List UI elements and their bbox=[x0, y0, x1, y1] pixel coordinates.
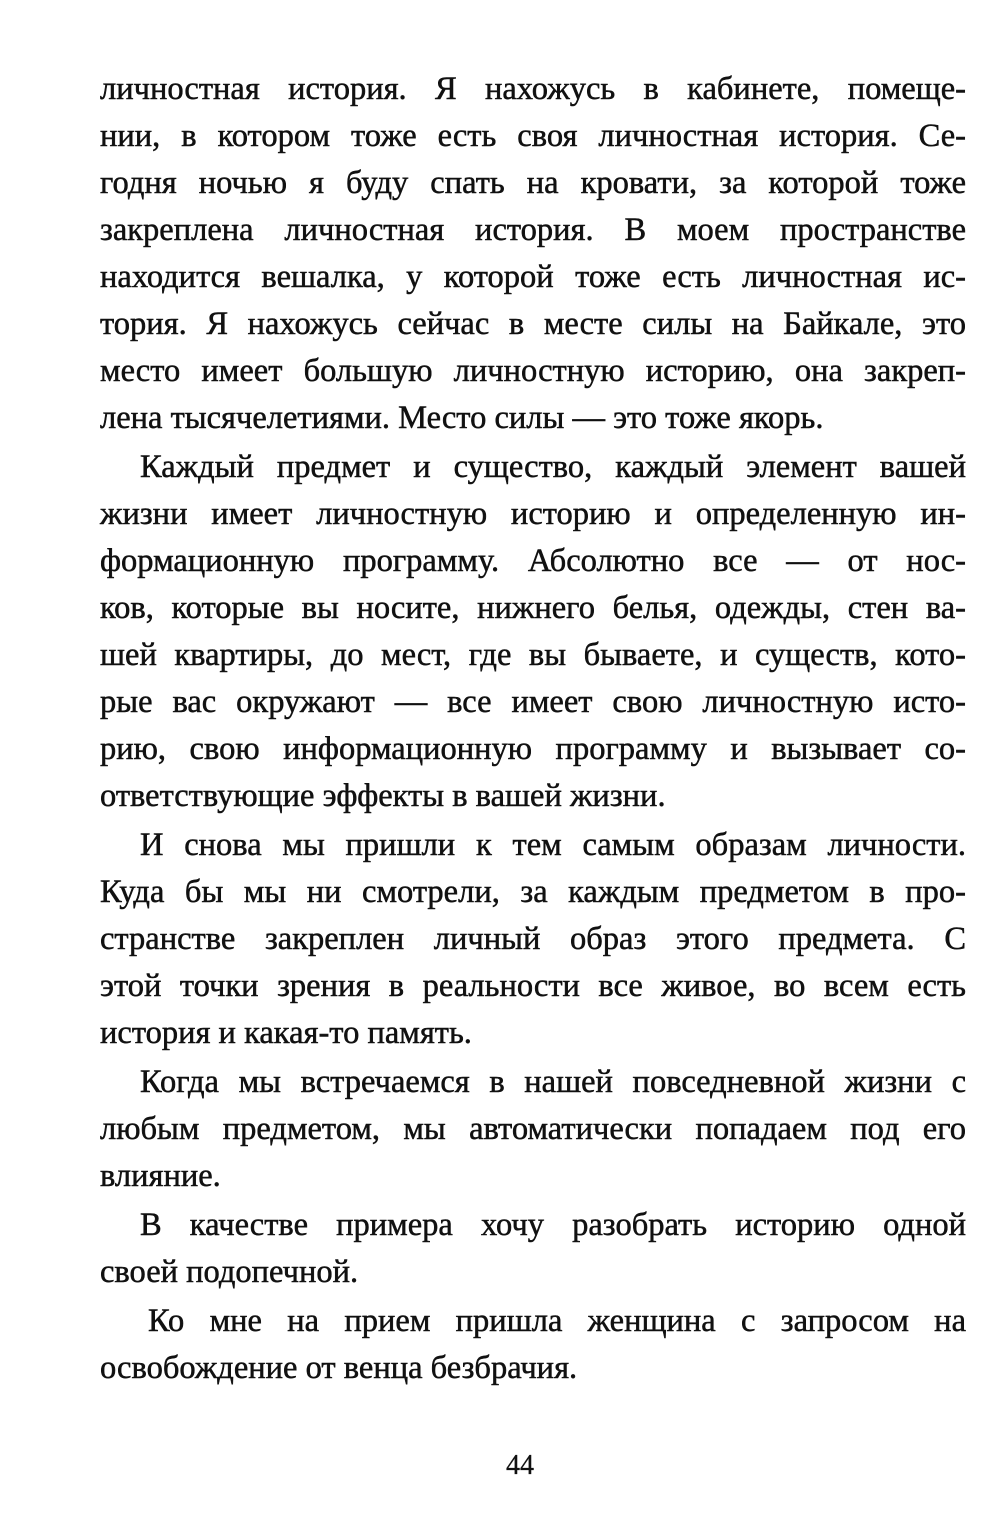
text-line: жизни имеет личностную историю и определенную ин- bbox=[100, 496, 966, 532]
text-line: своей подопечной. bbox=[100, 1254, 359, 1290]
text-line: лена тысячелетиями. Место силы — это тоже якорь. bbox=[100, 400, 824, 436]
text-line: влияние. bbox=[100, 1158, 221, 1194]
text-line: И снова мы пришли к тем самым образам личности. bbox=[140, 827, 966, 863]
text-line: странстве закреплен личный образ этого предмета. С bbox=[100, 921, 966, 957]
text-line: формационную программу. Абсолютно все — от нос- bbox=[100, 543, 966, 579]
text-line: тория. Я нахожусь сейчас в месте силы на Байкале, это bbox=[100, 306, 966, 342]
text-line: Ко мне на прием пришла женщина с запросом на bbox=[148, 1303, 966, 1339]
text-line: этой точки зрения в реальности все живое, во всем есть bbox=[100, 968, 966, 1004]
text-line: В качестве примера хочу разобрать историю одной bbox=[140, 1207, 966, 1243]
text-line: ответствующие эффекты в вашей жизни. bbox=[100, 778, 666, 814]
text-line: Когда мы встречаемся в нашей повседневной жизни с bbox=[140, 1064, 966, 1100]
text-line: годня ночью я буду спать на кровати, за которой тоже bbox=[100, 165, 966, 201]
text-line: находится вешалка, у которой тоже есть личностная ис- bbox=[100, 259, 966, 295]
paragraph bbox=[100, 66, 966, 442]
paragraph bbox=[100, 444, 966, 820]
paragraph bbox=[100, 1202, 966, 1296]
paragraph bbox=[100, 1059, 966, 1200]
text-line: закреплена личностная история. В моем пространстве bbox=[100, 212, 966, 248]
text-line: ков, которые вы носите, нижнего белья, одежды, стен ва- bbox=[100, 590, 966, 626]
text-line: Каждый предмет и существо, каждый элемент вашей bbox=[140, 449, 966, 485]
text-line: рию, свою информационную программу и вызывает со- bbox=[100, 731, 966, 767]
text-line: нии, в котором тоже есть своя личностная история. Се- bbox=[100, 118, 966, 154]
text-line: личностная история. Я нахожусь в кабинете, помеще- bbox=[100, 71, 966, 107]
text-line: Куда бы мы ни смотрели, за каждым предметом в про- bbox=[100, 874, 966, 910]
text-line: рые вас окружают — все имеет свою личностную исто- bbox=[100, 684, 966, 720]
text-line: освобождение от венца безбрачия. bbox=[100, 1350, 578, 1386]
page-number: 44 bbox=[506, 1450, 534, 1481]
text-line: история и какая-то память. bbox=[100, 1015, 472, 1051]
paragraph bbox=[100, 822, 966, 1057]
text-line: любым предметом, мы автоматически попадаем под его bbox=[100, 1111, 966, 1147]
paragraph bbox=[100, 1298, 966, 1392]
book-page-text bbox=[100, 66, 966, 1394]
text-line: место имеет большую личностную историю, она закреп- bbox=[100, 353, 966, 389]
text-line: шей квартиры, до мест, где вы бываете, и существ, кото- bbox=[100, 637, 966, 673]
